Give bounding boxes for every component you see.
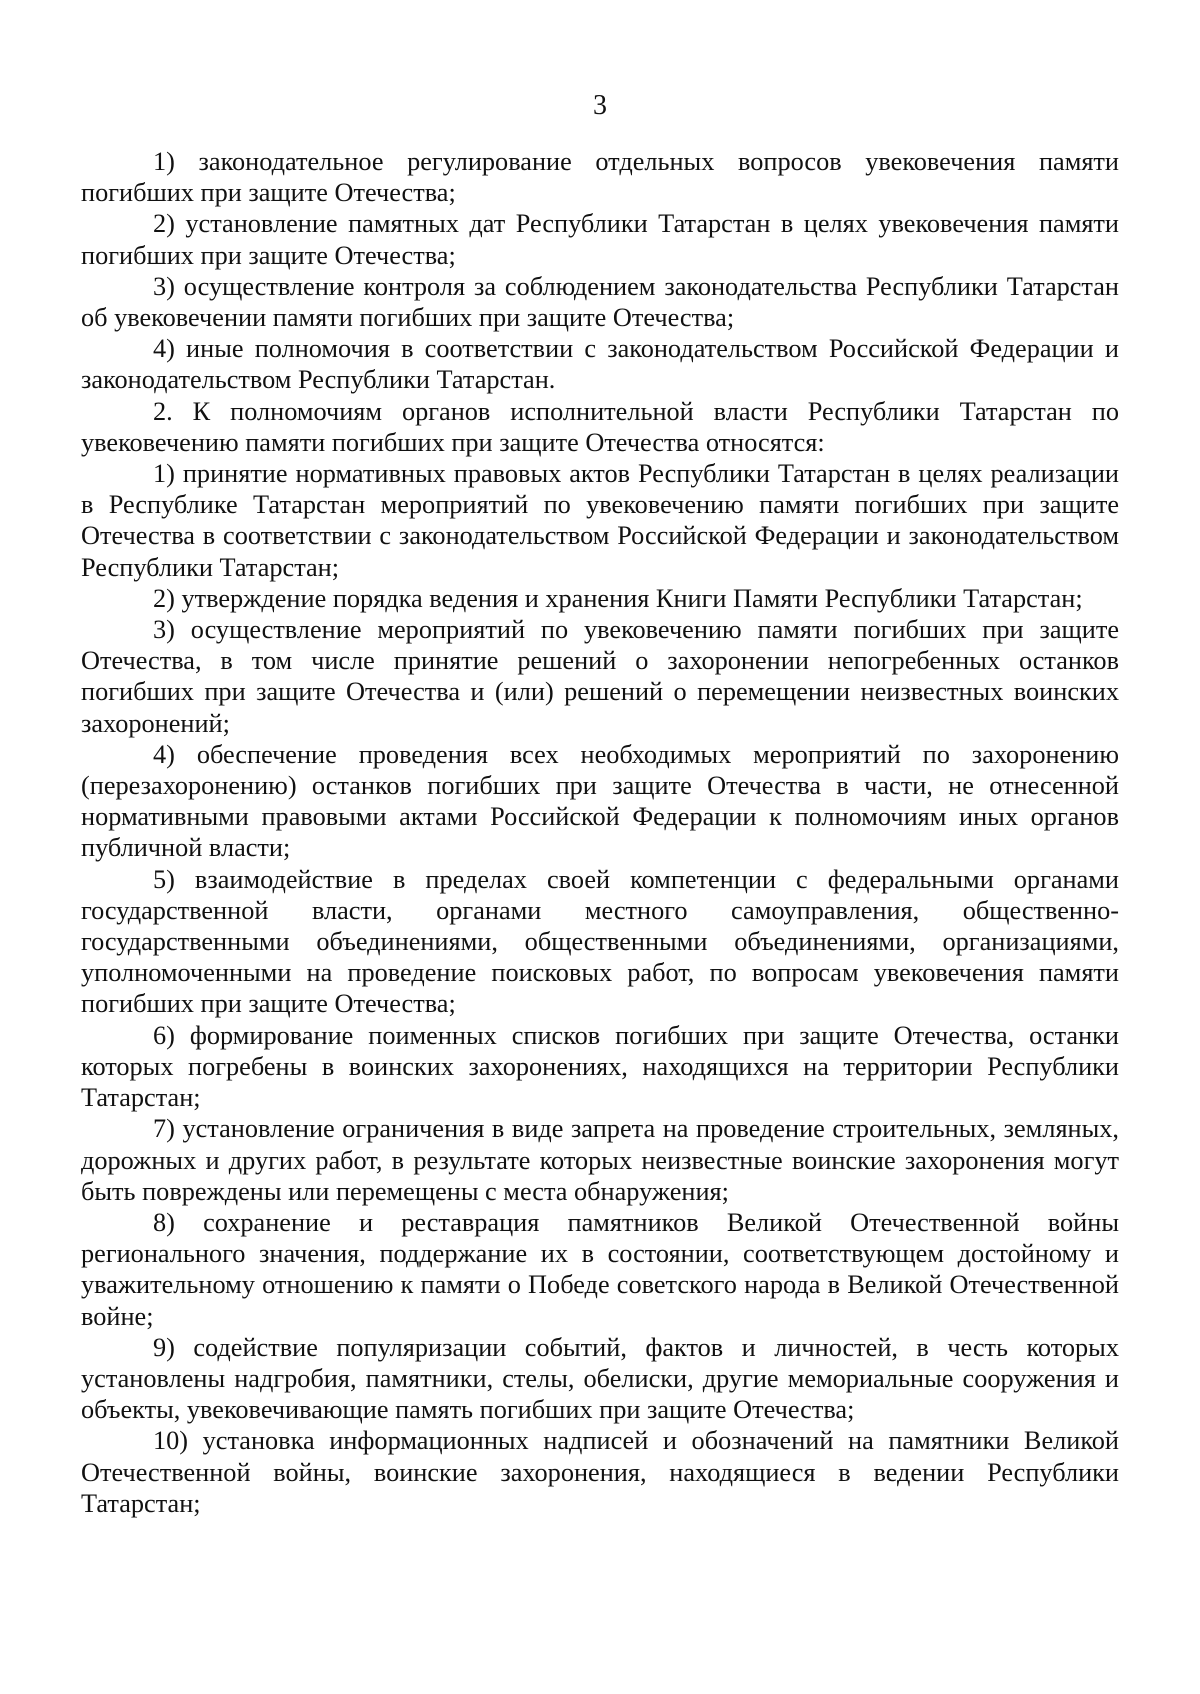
paragraph-13: 8) сохранение и реставрация памятников Великой Отечественной войны регионального значения, поддержание их в состоянии, соответствующем достойному и уважительному отношению к памяти о Победе советского народа в Великой Отечественной войне; — [81, 1207, 1119, 1331]
paragraph-7: 2) утверждение порядка ведения и хранения Книги Памяти Республики Татарстан; — [153, 583, 1083, 613]
paragraph-4: 4) иные полномочия в соответствии с законодательством Российской Федерации и законодательством Республики Татарстан. — [81, 334, 1119, 395]
paragraph-15: 10) установка информационных надписей и обозначений на памятники Великой Отечественной войны, воинские захоронения, находящиеся в ведении Республики Татарстан; — [81, 1426, 1119, 1518]
paragraph-8: 3) осуществление мероприятий по увековечению памяти погибших при защите Отечества, в том числе принятие решений о захоронении непогребенных останков погибших при защите Отечества и (или) решений о перемещении неизвестных воинских захоронений; — [81, 615, 1119, 738]
paragraph-2: 2) установление памятных дат Республики Татарстан в целях увековечения памяти погибших при защите Отечества; — [81, 209, 1119, 270]
page-number: 3 — [593, 90, 607, 121]
paragraph-3: 3) осуществление контроля за соблюдением законодательства Республики Татарстан об увековечении памяти погибших при защите Отечества; — [81, 271, 1119, 333]
paragraph-11: 6) формирование поименных списков погибших при защите Отечества, останки которых погребены в воинских захоронениях, находящихся на территории Республики Татарстан; — [81, 1020, 1119, 1113]
paragraph-10: 5) взаимодействие в пределах своей компетенции с федеральными органами государственной власти, органами местного самоуправления, общественно-государственными объединениями, общественными объединениями, организациями, уполномоченными на проведение поисковых работ, по вопросам увековечения памяти погибших при защите Отечества; — [81, 864, 1119, 1019]
paragraph-12: 7) установление ограничения в виде запрета на проведение строительных, земляных, дорожных и других работ, в результате которых неизвестные воинские захоронения могут быть повреждены или перемещены с места обнаружения; — [81, 1114, 1119, 1206]
paragraph-9: 4) обеспечение проведения всех необходимых мероприятий по захоронению (перезахоронению) останков погибших при защите Отечества в части, не отнесенной нормативными правовыми актами Российской Федерации к полномочиям иных органов публичной власти; — [81, 739, 1119, 863]
paragraph-5: 2. К полномочиям органов исполнительной власти Республики Татарстан по увековечению памяти погибших при защите Отечества относятся: — [81, 396, 1119, 457]
paragraph-6: 1) принятие нормативных правовых актов Республики Татарстан в целях реализации в Республике Татарстан мероприятий по увековечению памяти погибших при защите Отечества в соответствии с законодательством Российской Федерации и законодательством Республики Татарстан; — [81, 459, 1119, 582]
paragraph-1: 1) законодательное регулирование отдельных вопросов увековечения памяти погибших при защите Отечества; — [81, 147, 1119, 208]
paragraph-14: 9) содействие популяризации событий, фактов и личностей, в честь которых установлены надгробия, памятники, стелы, обелиски, другие мемориальные сооружения и объекты, увековечивающие память погибших при защите Отечества; — [81, 1332, 1119, 1425]
document-body — [81, 146, 1119, 1519]
